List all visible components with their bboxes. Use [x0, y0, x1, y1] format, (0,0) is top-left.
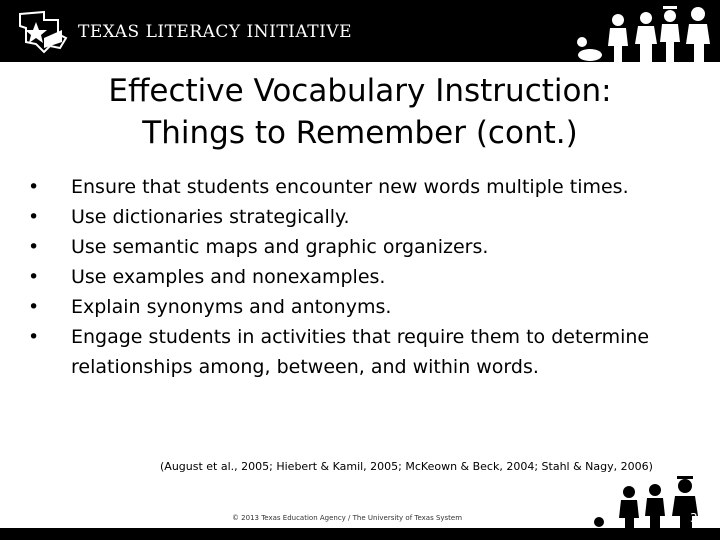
- bullet-marker: •: [28, 176, 40, 198]
- bullet-item: [28, 292, 708, 322]
- page-number: 32: [690, 511, 706, 525]
- bullet-item: [28, 172, 708, 202]
- bullet-item: [28, 322, 708, 382]
- bullet-text: Explain synonyms and antonyms.: [71, 296, 392, 318]
- bullet-item: [28, 262, 708, 292]
- bullet-marker: •: [28, 326, 40, 348]
- footer-bar: [0, 528, 720, 540]
- logo-text: TEXAS LITERACY INITIATIVE: [78, 22, 352, 42]
- copyright-text: © 2013 Texas Education Agency / The University of Texas System: [231, 514, 463, 522]
- bullet-item: [28, 232, 708, 262]
- slide-title: [40, 70, 680, 154]
- bullet-marker: •: [28, 296, 40, 318]
- header-bar: [0, 0, 720, 62]
- bullet-list: [28, 172, 708, 382]
- bullet-marker: •: [28, 266, 40, 288]
- bullet-text: Use semantic maps and graphic organizers.: [71, 236, 489, 258]
- bullet-text: Use dictionaries strategically.: [71, 206, 350, 228]
- bullet-item: [28, 202, 708, 232]
- bullet-marker: •: [28, 236, 40, 258]
- citation: (August et al., 2005; Hiebert & Kamil, 2005; McKeown & Beck, 2004; Stahl & Nagy, 2006): [160, 460, 653, 473]
- bullet-text: Use examples and nonexamples.: [71, 266, 386, 288]
- bullet-text: Ensure that students encounter new words multiple times.: [71, 176, 629, 198]
- children-silhouettes-icon: [560, 0, 720, 62]
- bullet-text: Engage students in activities that require them to determine relationships among, between, and within words.: [71, 326, 650, 378]
- texas-star-book-icon: [14, 8, 70, 54]
- bullet-marker: •: [28, 206, 40, 228]
- title-line-1: Effective Vocabulary Instruction:: [108, 73, 612, 109]
- title-line-2: Things to Remember (cont.): [142, 115, 578, 151]
